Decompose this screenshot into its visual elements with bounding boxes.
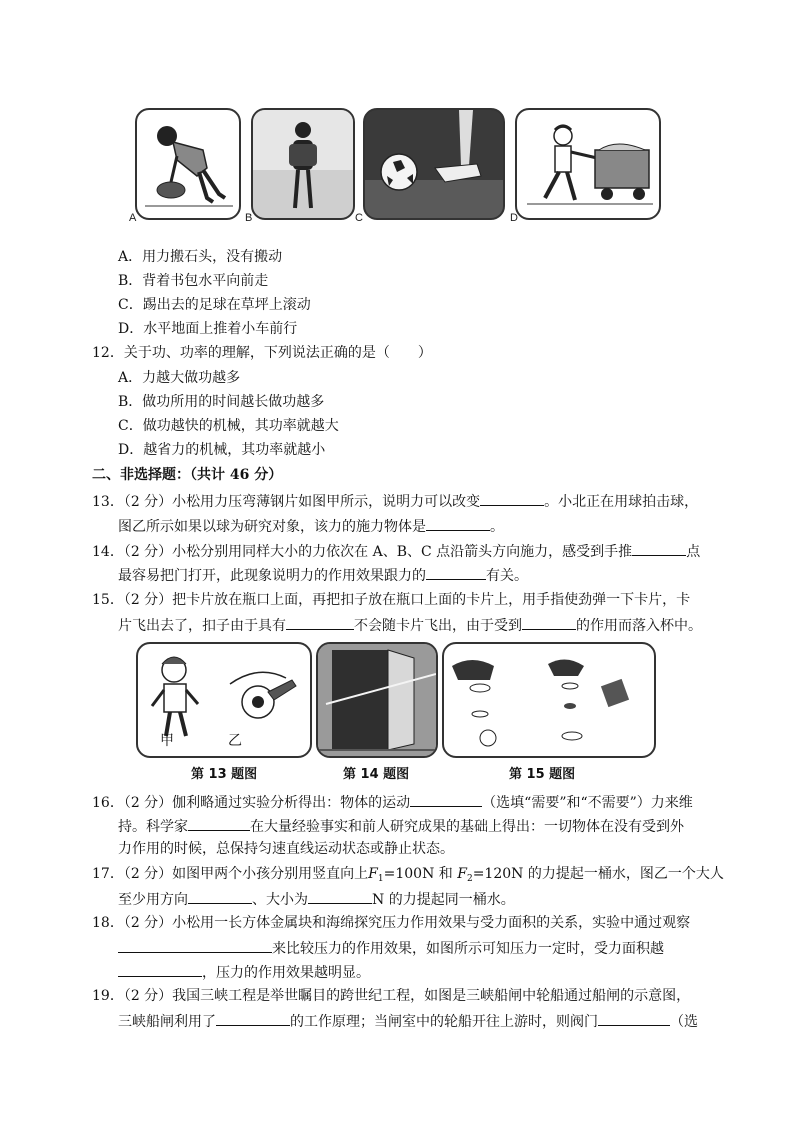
person-walking-icon	[253, 110, 353, 218]
q13-text-a: 13．（2 分）小松用力压弯薄钢片如图甲所示，说明力可以改变	[92, 494, 481, 510]
q17-text-b: 至少用方向	[118, 892, 188, 908]
q15-blank-1[interactable]	[286, 614, 354, 630]
q11-option-d: D．水平地面上推着小车前行	[118, 321, 298, 337]
q17-text-c: 、大小为	[252, 892, 308, 908]
picture-label-b: B	[245, 212, 253, 224]
q15-line-2	[118, 614, 702, 636]
picture-label-a: A	[129, 212, 137, 224]
picture-c-kicked-ball	[363, 108, 505, 220]
q15-text-c: 的作用而落入杯中。	[576, 618, 702, 634]
q19-text-c: （选	[670, 1014, 698, 1030]
q12-option-a: A．力越大做功越多	[118, 370, 241, 386]
q17-f1-symbol: F	[368, 866, 378, 882]
q15-text-b: 不会随卡片飞出，由于受到	[354, 618, 522, 634]
q18-blank-1[interactable]	[118, 937, 272, 953]
picture-b-walking-schoolbag	[251, 108, 355, 220]
q13-text-b: 。小北正在用球拍击球，	[544, 494, 699, 510]
q16-line-1	[92, 791, 693, 813]
figure-14	[316, 642, 438, 758]
q13-15-figure-strip	[136, 642, 656, 758]
q16-text-a: 16．（2 分）伽利略通过实验分析得出：物体的运动	[92, 795, 411, 811]
q17-line-1	[92, 864, 724, 889]
q18-text-b: ，压力的作用效果越明显。	[202, 965, 370, 981]
picture-d-pushing-cart	[515, 108, 661, 220]
q17-f2-symbol: F	[457, 866, 467, 882]
caption-figure-14: 第 14 题图	[343, 767, 410, 782]
figure-13-label-yi: 乙	[228, 733, 242, 749]
q15-line-1: 15．（2 分）把卡片放在瓶口上面，再把扣子放在瓶口上面的卡片上，用手指使劲弹一下卡片，卡	[92, 592, 691, 608]
figure-15	[442, 642, 656, 758]
q19-blank-2[interactable]	[598, 1010, 670, 1026]
q16-line-3: 力作用的时候，总保持匀速直线运动状态或静止状态。	[118, 841, 454, 857]
caption-figure-13: 第 13 题图	[191, 767, 258, 782]
q14-blank-1[interactable]	[632, 540, 686, 556]
q11-figure-strip	[125, 108, 670, 226]
q17-f1-subscript: 1	[377, 874, 384, 884]
q18-line-2	[118, 937, 664, 959]
q17-line-2	[118, 888, 515, 910]
picture-label-d: D	[510, 212, 518, 224]
q13-line-2	[118, 515, 504, 537]
q19-text-a: 三峡船闸利用了	[118, 1014, 216, 1030]
q11-option-c: C．踢出去的足球在草坪上滚动	[118, 297, 311, 313]
q19-blank-1[interactable]	[216, 1010, 290, 1026]
q19-line-2	[118, 1010, 698, 1032]
picture-a-lifting-stone	[135, 108, 241, 220]
q19-text-b: 的工作原理；当闸室中的轮船开往上游时，则阀门	[290, 1014, 598, 1030]
q16-text-c: 持。科学家	[118, 819, 188, 835]
q17-f1-value: =100N 和	[383, 866, 453, 882]
q11-option-b: B．背着书包水平向前走	[118, 273, 269, 289]
q15-text-a: 片飞出去了，扣子由于具有	[118, 618, 286, 634]
q12-option-d: D．越省力的机械，其功率就越小	[118, 442, 326, 458]
q15-blank-2[interactable]	[522, 614, 576, 630]
q17-blank-2[interactable]	[308, 888, 372, 904]
q18-text-a: 来比较压力的作用效果，如图所示可知压力一定时，受力面积越	[272, 941, 664, 957]
q16-text-b: （选填“需要”和“不需要”）力来维	[482, 795, 693, 811]
picture-label-c: C	[355, 212, 363, 224]
q14-text-b: 点	[686, 544, 701, 560]
q12-stem: 12．关于功、功率的理解，下列说法正确的是（ ）	[92, 345, 432, 361]
q13-text-c: 图乙所示如果以球为研究对象，该力的施力物体是	[118, 519, 426, 535]
door-icon	[318, 644, 436, 756]
q13-text-d: 。	[490, 519, 504, 535]
q14-text-d: 有关。	[486, 568, 528, 584]
q17-text-d: N 的力提起同一桶水。	[372, 892, 515, 908]
q16-line-2	[118, 815, 684, 837]
q17-blank-1[interactable]	[188, 888, 252, 904]
q13-line-1	[92, 490, 698, 512]
section-2-heading: 二、非选择题：（共计 46 分）	[92, 467, 283, 483]
card-and-button-icon	[444, 644, 654, 756]
person-lifting-icon	[137, 110, 239, 218]
q14-blank-2[interactable]	[426, 564, 486, 580]
q13-blank-1[interactable]	[480, 490, 544, 506]
q19-line-1: 19．（2 分）我国三峡工程是举世瞩目的跨世纪工程，如图是三峡船闸中轮船通过船闸的示意图，	[92, 988, 691, 1004]
q18-blank-2[interactable]	[118, 961, 202, 977]
q17-f2-subscript: 2	[466, 874, 473, 884]
q16-text-d: 在大量经验事实和前人研究成果的基础上得出：一切物体在没有受到外	[250, 819, 684, 835]
q14-line-2	[118, 564, 528, 586]
q12-option-b: B．做功所用的时间越长做功越多	[118, 394, 325, 410]
q14-text-a: 14．（2 分）小松分别用同样大小的力依次在 A、B、C 点沿箭头方向施力，感受到手推	[92, 544, 633, 560]
q12-option-c: C．做功越快的机械，其功率就越大	[118, 418, 339, 434]
q14-line-1	[92, 540, 700, 562]
q14-text-c: 最容易把门打开，此现象说明力的作用效果跟力的	[118, 568, 426, 584]
q18-line-3	[118, 961, 370, 983]
q13-blank-2[interactable]	[426, 515, 490, 531]
q18-line-1: 18．（2 分）小松用一长方体金属块和海绵探究压力作用效果与受力面积的关系，实验中通过观察	[92, 915, 691, 931]
q16-blank-1[interactable]	[410, 791, 482, 807]
figure-13-label-jia: 甲	[160, 733, 174, 749]
q17-text-a: 17．（2 分）如图甲两个小孩分别用竖直向上	[92, 866, 369, 882]
q11-option-a: A．用力搬石头，没有搬动	[118, 249, 283, 265]
caption-figure-15: 第 15 题图	[509, 767, 576, 782]
q16-blank-2[interactable]	[188, 815, 250, 831]
boy-pushing-cart-icon	[517, 110, 659, 218]
football-icon	[365, 110, 503, 218]
figure-13	[136, 642, 312, 758]
q17-f2-value: =120N 的力提起一桶水，图乙一个大人	[472, 866, 724, 882]
